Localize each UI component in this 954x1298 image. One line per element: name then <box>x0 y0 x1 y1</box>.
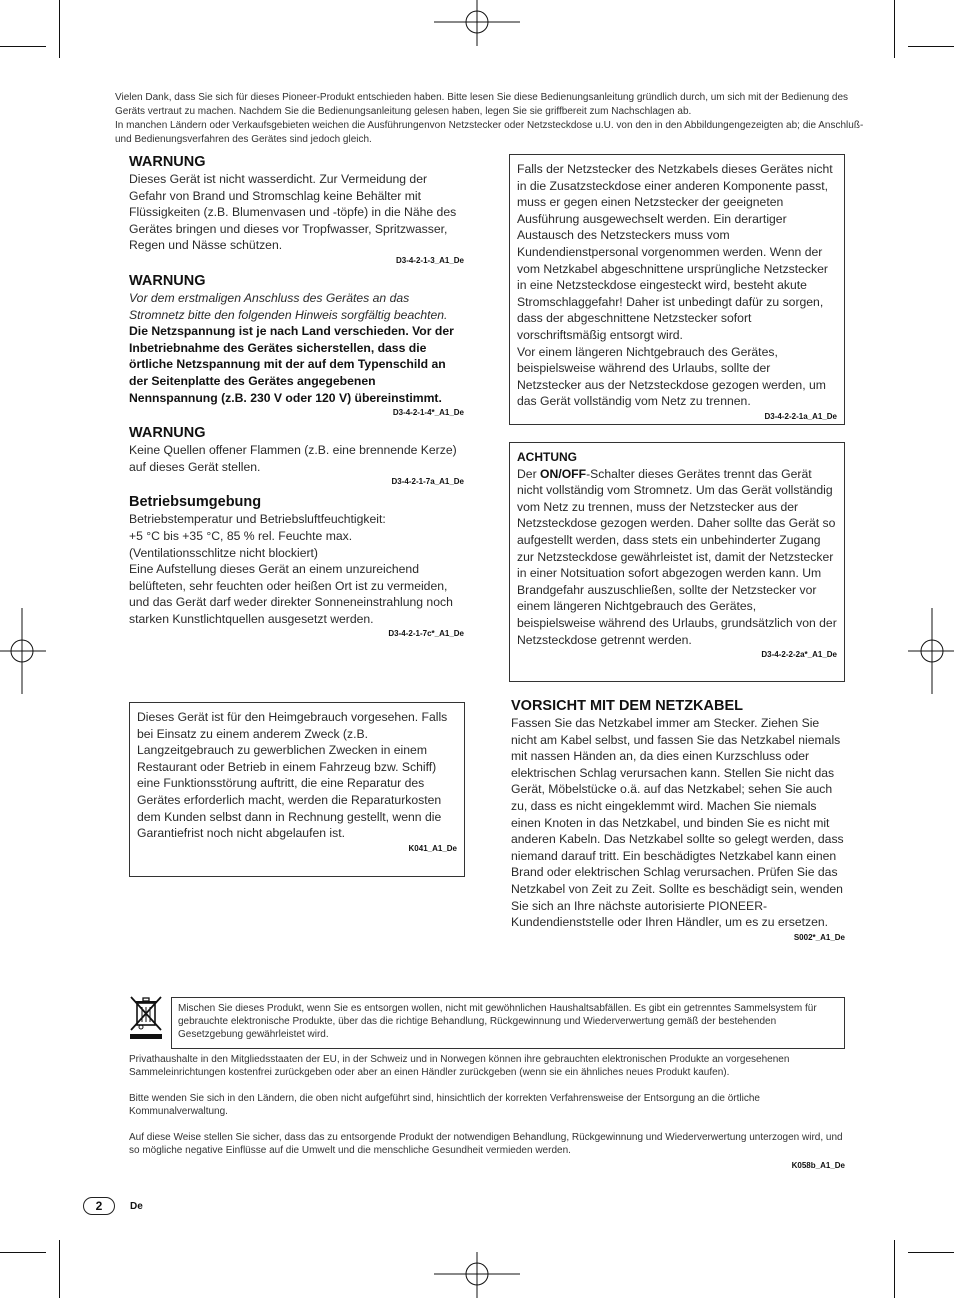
box-text: Falls der Netzstecker des Netzkabels dieses Gerätes nicht in die Zusatzsteckdose einer anderen Komponente passt, muss er gegen einen Netzstecker der geeigneten Ausführung ausgewechselt werden. Ein derartiger Austausch des Netzsteckers muss vom Kundendienstpersonal vorgenommen werden. Wenn der vom Netzkabel abgeschnittene ursprüngliche Netzstecker in eine Netzsteckdose eingesteckt wird, besteht akute Stromschlaggefahr! Daher ist unbedingt dafür zu sorgen, dass der abgeschnittene Netzstecker sofort vorschriftsmäßig entsorgt wird. <box>517 162 833 342</box>
section-heading: WARNUNG <box>129 154 206 170</box>
section-text: +5 °C bis +35 °C, 85 % rel. Feuchte max. <box>129 528 353 543</box>
box-text: Mischen Sie dieses Produkt, wenn Sie es entsorgen wollen, nicht mit gewöhnlichen Haushaltsabfällen. Es gibt ein getrenntes Sammelsystem für gebrauchte elektronische Produkte, über das die richtige Behandlung, Rückgewinnung und Wiederverwertung gemäß der bestehenden Gesetzgebung gewährleistet wird. <box>178 1003 817 1040</box>
section-text: Dieses Gerät ist nicht wasserdicht. Zur Vermeidung der Gefahr von Brand und Stromschlag keine Behälter mit Flüssigkeiten (z.B. Blumenvasen und -töpfe) in die Nähe des Gerätes bringen und dieses vor Tropfwasser, Spritzwasser, Regen und Nässe schützen. <box>129 172 457 253</box>
language-code: De <box>130 1201 143 1212</box>
registration-mark-bottom <box>430 1252 524 1298</box>
box-text: Vor einem längeren Nichtgebrauch des Gerätes, beispielsweise während des Urlaubs, sollte der Netzstecker aus der Netzsteckdose gezogen werden, um das Gerät vollständig vom Netz zu trennen. <box>517 344 826 409</box>
home-use-box <box>129 702 465 877</box>
section-heading: Betriebsumgebung <box>129 494 262 511</box>
section-text: Keine Quellen offener Flammen (z.B. eine brennende Kerze) auf dieses Gerät stellen. <box>129 443 457 474</box>
warning-water <box>129 153 464 266</box>
disposal-notes <box>129 1053 845 1171</box>
section-text: (Ventilationsschlitze nicht blockiert) <box>129 545 318 560</box>
doc-code: D3-4-2-2-1a_A1_De <box>764 411 837 421</box>
note-paragraph: Privathaushalte in den Mitgliedsstaaten der EU, in der Schweiz und in Norwegen können ihre gebrauchten elektronischen Produkte an vorgesehenen Sammeleinrichtungen kostenfrei zurückgeben oder aber an einen Händler zurückgeben (wenn sie ein ähnliches neues Produkt kaufen). <box>129 1054 790 1078</box>
text-span: Der <box>517 466 541 481</box>
doc-code: S002*_A1_De <box>793 932 845 942</box>
box-text: Dieses Gerät ist für den Heimgebrauch vorgesehen. Falls bei Einsatz zu einem anderem Zweck (z.B. Langzeitgebrauch zu gewerblichen Zwecken in einem Restaurant oder Betrieb in einem Fahrzeug bzw. Schiff) eine Funktionsstörung auftritt, die eine Reparatur des Gerätes erforderlich macht, werden die Reparaturkosten dem Kunden selbst dann in Rechnung gestellt, wenn die Garantiefrist noch nicht abgelaufen ist. <box>137 710 448 841</box>
doc-code: D3-4-2-2-2a*_A1_De <box>761 650 837 660</box>
box-heading: ACHTUNG <box>517 450 577 464</box>
section-text: Fassen Sie das Netzkabel immer am Stecker. Ziehen Sie nicht am Kabel selbst, und fassen Sie das Netzkabel niemals mit nassen Händen an, da dies einen Kurzschluss oder elektrischen Schlag verursachen kann. Stellen Sie nicht das Gerät, Möbelstücke o.ä. auf das Netzkabel; sehen Sie auch zu, dass es nicht eingeklemmt wird. Machen Sie niemals einen Knoten in das Netzkabel, und binden Sie es nicht mit anderen Kabeln. Das Netzkabel sollte so gelegt werden, dass niemand darauf tritt. Ein beschädigtes Netzkabel kann einen Brand oder elektrischen Schlag verursachen. Prüfen Sie das Netzkabel von Zeit zu Zeit. Sollte es beschädigt sein, wenden Sie sich an Ihre nächste autorisierte PIONEER-Kundendienststelle oder Ihren Händler, um es zu ersetzen. <box>511 716 844 930</box>
plug-notice-box <box>509 154 845 425</box>
registration-mark-top <box>430 0 524 46</box>
warning-voltage <box>129 272 464 418</box>
caution-box <box>509 442 845 682</box>
crossed-out-bin-icon <box>128 995 164 1041</box>
doc-code: D3-4-2-1-3_A1_De <box>395 255 464 265</box>
intro-paragraph: Vielen Dank, dass Sie sich für dieses Pioneer-Produkt entschieden haben. Bitte lesen Sie diese Bedienungsanleitung gründlich durch, um sich mit der Bedienung des Geräts vertraut zu machen. Nachdem Sie die Bedienungsanleitung gelesen haben, legen Sie sie griffbereit zum Nachschlagen ab. <box>115 92 849 117</box>
page-number: 2 <box>83 1197 115 1215</box>
on-off-label: ON/OFF <box>540 466 587 481</box>
disposal-box <box>171 997 845 1049</box>
doc-code: K058b_A1_De <box>791 1161 845 1170</box>
box-text <box>517 466 837 649</box>
section-italic-text: Vor dem erstmaligen Anschluss des Gerätes an das Stromnetz bitte den folgenden Hinweis sorgfältig beachten. <box>129 290 448 322</box>
warning-flames <box>129 424 464 487</box>
note-paragraph: Bitte wenden Sie sich in den Ländern, die oben nicht aufgeführt sind, hinsichtlich der korrekten Verfahrensweise der Entsorgung an die örtliche Kommunalverwaltung. <box>129 1093 760 1117</box>
section-heading: WARNUNG <box>129 272 206 289</box>
power-cable-section <box>511 697 845 943</box>
text-span: -Schalter dieses Gerätes trennt das Gerät nicht vollständig vom Stromnetz. Um das Gerät vollständig vom Netz zu trennen, muss der Netzstecker aus der Netzsteckdose gezogen werden. Daher sollte das Gerät so aufgestellt werden, dass stets ein unbehinderter Zugang zur Netzsteckdose gewährleistet ist, damit der Netzstecker in einer Notsituation sofort abgezogen werden kann. Um Brandgefahr auszuschließen, sollte der Netzstecker vor einem längeren Nichtgebrauch des Gerätes, beispielsweise während des Urlaubs, grundsätzlich von der Netzsteckdose getrennt werden. <box>517 466 837 647</box>
registration-mark-left <box>0 604 46 698</box>
doc-code: D3-4-2-1-7c*_A1_De <box>388 629 464 639</box>
intro-text <box>115 91 865 147</box>
doc-code: D3-4-2-1-4*_A1_De <box>392 408 464 418</box>
doc-code: K041_A1_De <box>408 843 457 853</box>
intro-paragraph: In manchen Ländern oder Verkaufsgebieten weichen die Ausführungenvon Netzstecker oder Netzsteckdose u.U. von den in den Abbildungengezeigten ab; die Anschluß- und Bedienungsverfahren des Gerätes sind jedoch gleich. <box>115 120 864 145</box>
section-bold-text: Die Netzspannung ist je nach Land verschieden. Vor der Inbetriebnahme des Gerätes sicherstellen, dass die örtliche Netzspannung mit der auf dem Typenschild an der Seitenplatte des Gerätes angegebenen Nennspannung (z.B. 230 V oder 120 V) übereinstimmt. <box>129 324 454 405</box>
left-column <box>129 153 464 639</box>
disposal-icon-wrap <box>128 995 164 1041</box>
registration-mark-right <box>908 604 954 698</box>
section-heading: WARNUNG <box>129 425 206 442</box>
operating-environment <box>129 493 464 639</box>
section-text: Betriebstemperatur und Betriebsluftfeuchtigkeit: <box>129 512 386 527</box>
section-heading: VORSICHT MIT DEM NETZKABEL <box>511 698 743 714</box>
section-text: Eine Aufstellung dieses Gerät an einem unzureichend belüfteten, sehr feuchten oder heißen Ort ist zu vermeiden, und das Gerät darf weder direkter Sonneneinstrahlung noch starken Kunstlichtquellen ausgesetzt werden. <box>129 562 453 626</box>
note-paragraph: Auf diese Weise stellen Sie sicher, dass das zu entsorgende Produkt der notwendigen Behandlung, Rückgewinnung und Wiederverwertung unterzogen wird, und so mögliche negative Einflüsse auf die Umwelt und die menschliche Gesundheit vermieden werden. <box>129 1132 843 1156</box>
doc-code: D3-4-2-1-7a_A1_De <box>391 477 464 487</box>
